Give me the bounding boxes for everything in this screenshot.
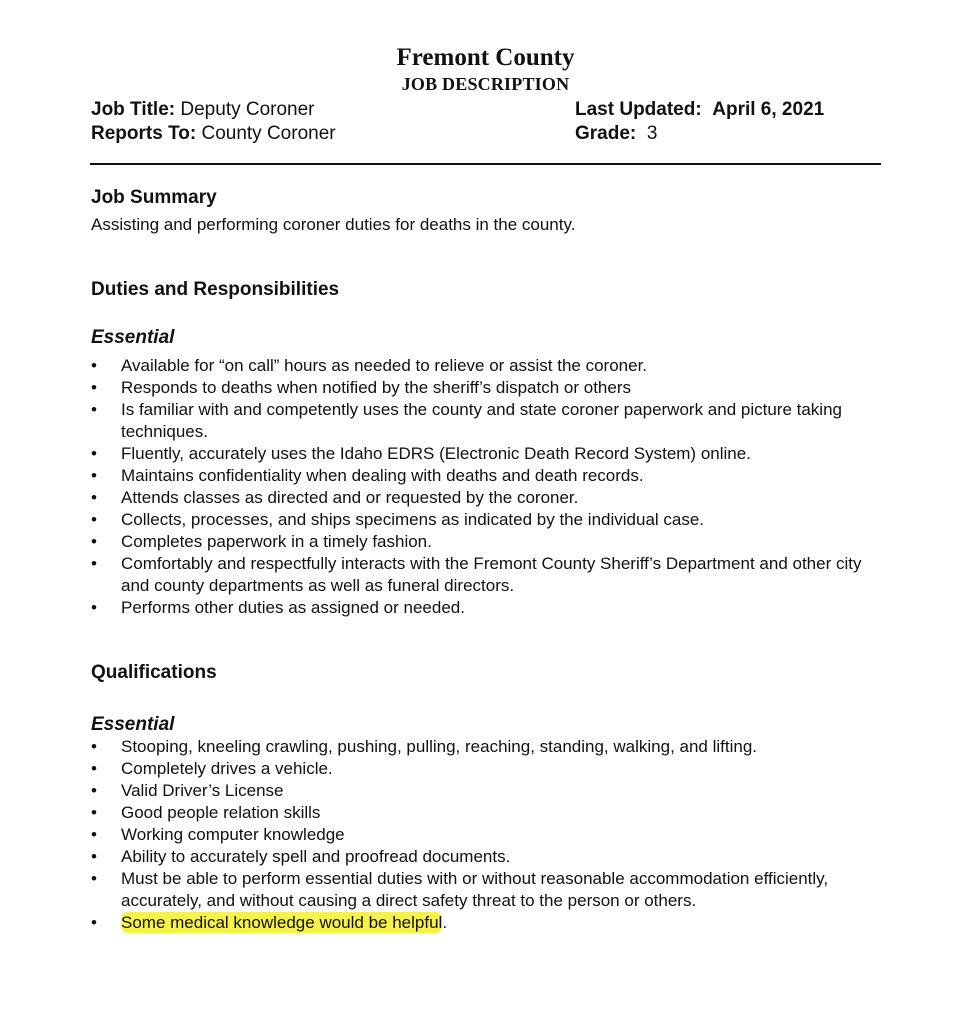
list-item-text: Good people relation skills (121, 803, 321, 822)
bullet-icon: • (91, 488, 97, 507)
bullet-icon: • (91, 913, 97, 932)
list-item (91, 758, 881, 780)
duties-essential-subheading: Essential (91, 327, 175, 348)
list-item (91, 868, 881, 912)
bullet-icon: • (91, 825, 97, 844)
list-item-text: Completes paperwork in a timely fashion. (121, 532, 432, 551)
bullet-icon: • (91, 759, 97, 778)
list-item (91, 736, 881, 758)
bullet-icon: • (91, 598, 97, 617)
list-item-highlighted (91, 912, 881, 934)
list-item-text: Collects, processes, and ships specimens as indicated by the individual case. (121, 510, 705, 529)
list-item (91, 780, 881, 802)
list-item (91, 399, 881, 443)
job-summary-heading: Job Summary (91, 187, 217, 208)
job-title-line (91, 98, 315, 121)
bullet-icon: • (91, 444, 97, 463)
list-item-text: Ability to accurately spell and proofread documents. (121, 847, 511, 866)
list-item (91, 802, 881, 824)
bullet-icon: • (91, 847, 97, 866)
list-item-text: Stooping, kneeling crawling, pushing, pulling, reaching, standing, walking, and lifting. (121, 737, 758, 756)
list-item-text: Performs other duties as assigned or needed. (121, 598, 465, 617)
bullet-icon: • (91, 510, 97, 529)
list-item-text: Comfortably and respectfully interacts with the Fremont County Sheriff’s Department and other city and county departments as well as funeral directors. (121, 554, 862, 595)
list-item (91, 377, 881, 399)
bullet-icon: • (91, 869, 97, 888)
list-item (91, 597, 881, 619)
grade-value: 3 (646, 123, 658, 144)
grade-label: Grade: (575, 123, 637, 144)
bullet-icon: • (91, 466, 97, 485)
last-updated-value: April 6, 2021 (712, 99, 825, 120)
bullet-icon: • (91, 378, 97, 397)
last-updated-label: Last Updated: (575, 99, 702, 120)
job-title-value: Deputy Coroner (180, 99, 315, 120)
reports-to-line (91, 122, 336, 145)
qualifications-essential-subheading: Essential (91, 714, 175, 735)
list-item-text: Responds to deaths when notified by the sheriff’s dispatch or others (121, 378, 631, 397)
bullet-icon: • (91, 737, 97, 756)
reports-to-label: Reports To: (91, 123, 197, 144)
bullet-icon: • (91, 532, 97, 551)
reports-to-value: County Coroner (201, 123, 336, 144)
grade-line (575, 122, 657, 145)
highlighted-text-suffix: . (442, 913, 448, 932)
job-title-label: Job Title: (91, 99, 176, 120)
list-item (91, 487, 881, 509)
organization-title: Fremont County (396, 44, 575, 71)
duties-list (91, 355, 881, 619)
list-item (91, 553, 881, 597)
bullet-icon: • (91, 781, 97, 800)
header-divider (90, 163, 881, 165)
duties-heading: Duties and Responsibilities (91, 279, 340, 300)
list-item-text: Valid Driver’s License (121, 781, 284, 800)
list-item-text: Is familiar with and competently uses the county and state coroner paperwork and picture taking techniques. (121, 400, 842, 441)
list-item (91, 846, 881, 868)
last-updated-line (575, 98, 824, 121)
list-item-text: Must be able to perform essential duties with or without reasonable accommodation efficiently, accurately, and without causing a direct safety threat to the person or others. (121, 869, 829, 910)
list-item (91, 443, 881, 465)
document-type: JOB DESCRIPTION (401, 74, 570, 94)
job-summary-text: Assisting and performing coroner duties for deaths in the county. (91, 215, 576, 234)
list-item-text: Completely drives a vehicle. (121, 759, 333, 778)
highlighted-text: Some medical knowledge would be helpful (121, 913, 443, 932)
list-item (91, 531, 881, 553)
list-item-text: Available for “on call” hours as needed to relieve or assist the coroner. (121, 356, 648, 375)
list-item-text: Attends classes as directed and or requested by the coroner. (121, 488, 579, 507)
list-item (91, 465, 881, 487)
list-item-text: Working computer knowledge (121, 825, 345, 844)
bullet-icon: • (91, 356, 97, 375)
bullet-icon: • (91, 803, 97, 822)
list-item (91, 355, 881, 377)
list-item-text: Fluently, accurately uses the Idaho EDRS (Electronic Death Record System) online. (121, 444, 751, 463)
qualifications-heading: Qualifications (91, 662, 217, 683)
bullet-icon: • (91, 554, 97, 573)
list-item (91, 824, 881, 846)
list-item (91, 509, 881, 531)
list-item-text: Maintains confidentiality when dealing with deaths and death records. (121, 466, 644, 485)
qualifications-list (91, 736, 881, 934)
bullet-icon: • (91, 400, 97, 419)
